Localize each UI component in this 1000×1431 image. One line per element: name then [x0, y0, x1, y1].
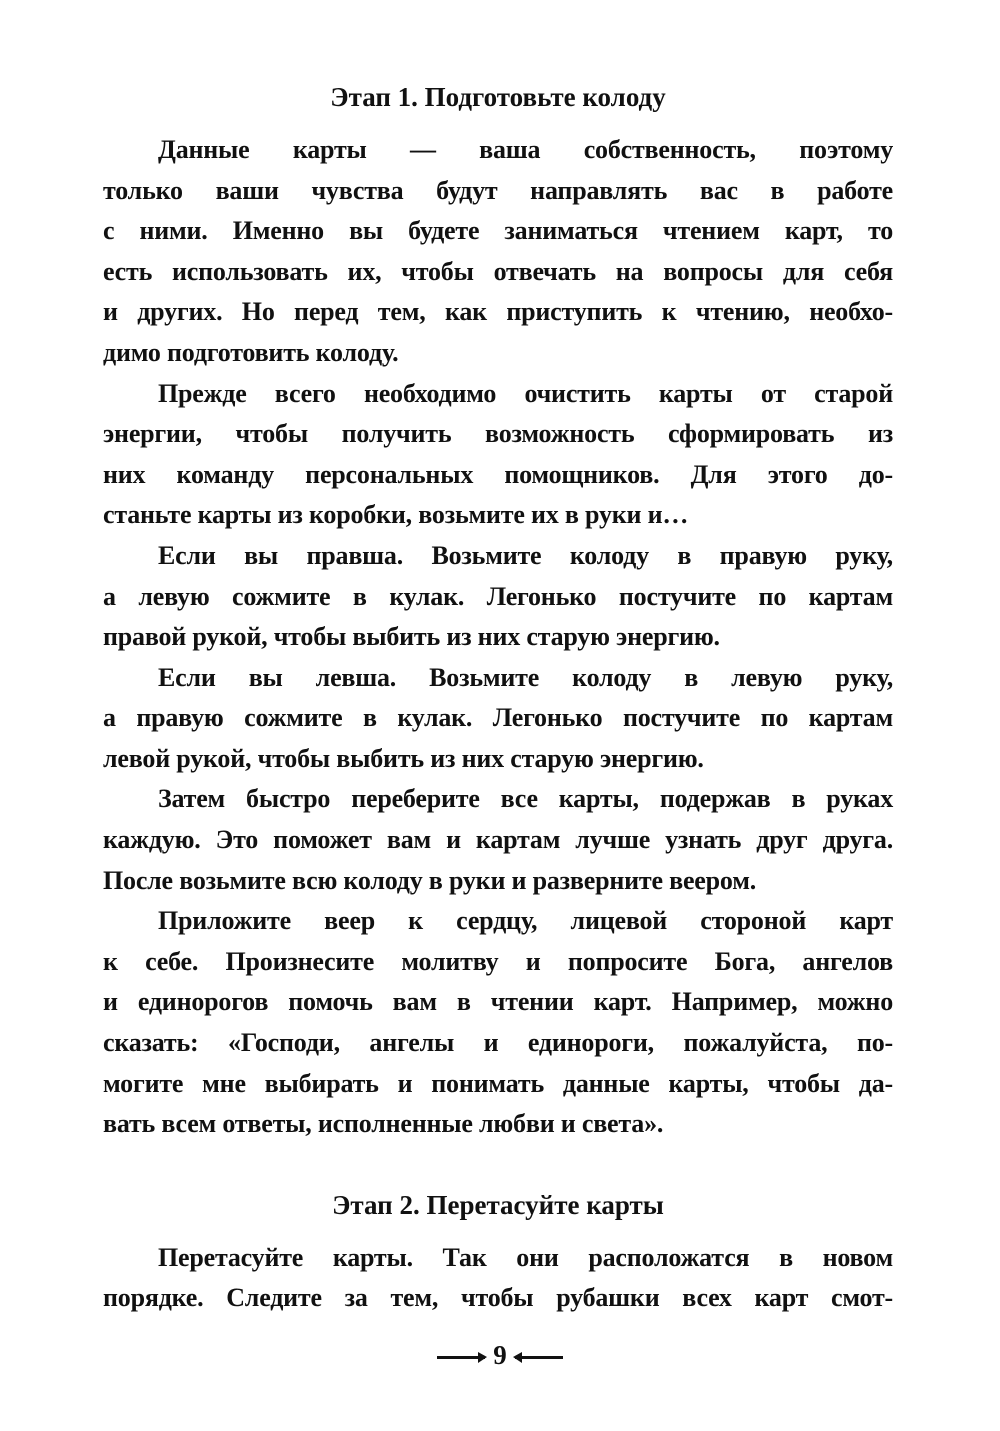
- paragraph: [103, 374, 893, 536]
- text-line: только ваши чувства будут направлять вас в работе: [103, 175, 893, 205]
- text-line: а левую сожмите в кулак. Легонько постучите по картам: [103, 581, 893, 611]
- arrow-ornament-right-icon: [515, 1356, 563, 1359]
- text-line: правой рукой, чтобы выбить из них старую энергию.: [103, 622, 720, 652]
- line-text: Возьмите колоду в левую руку,: [396, 662, 893, 692]
- text-line: а правую сожмите в кулак. Легонько постучите по картам: [103, 703, 893, 733]
- text-line: станьте карты из коробки, возьмите их в руки и…: [103, 500, 689, 530]
- text-line: с ними. Именно вы будете заниматься чтением карт, то: [103, 216, 893, 246]
- page-number: 9: [493, 1340, 507, 1370]
- text-line: каждую. Это поможет вам и картам лучше узнать друг друга.: [103, 825, 893, 855]
- paragraph: [103, 536, 893, 658]
- text-line: Затем быстро переберите все карты, подержав в руках: [158, 784, 893, 814]
- text-line: могите мне выбирать и понимать данные карты, чтобы да-: [103, 1068, 893, 1098]
- paragraph: [103, 1238, 893, 1319]
- text-line: После возьмите всю колоду в руки и разверните веером.: [103, 865, 757, 895]
- text-line: них команду персональных помощников. Для этого до-: [103, 459, 893, 489]
- bold-lead-in: Если вы левша.: [158, 662, 397, 692]
- text-line: Приложите веер к сердцу, лицевой стороной карт: [158, 906, 893, 936]
- text-line: димо подготовить колоду.: [103, 337, 399, 367]
- text-line: есть использовать их, чтобы отвечать на вопросы для себя: [103, 256, 893, 286]
- paragraph: [103, 658, 893, 780]
- section-heading: Этап 2. Перетасуйте карты: [332, 1189, 664, 1220]
- page-body: [103, 77, 893, 1319]
- paragraph: [103, 779, 893, 901]
- line-text: Возьмите колоду в правую руку,: [403, 540, 893, 570]
- text-line: [103, 658, 893, 699]
- text-line: сказать: «Господи, ангелы и единороги, пожалуйста, по-: [103, 1028, 893, 1058]
- text-line: Прежде всего необходимо очистить карты от старой: [158, 378, 893, 408]
- text-line: к себе. Произнесите молитву и попросите Бога, ангелов: [103, 946, 893, 976]
- paragraph: [103, 130, 893, 374]
- text-line: и других. Но перед тем, как приступить к чтению, необхо-: [103, 297, 893, 327]
- arrow-ornament-left-icon: [437, 1356, 485, 1359]
- text-line: [103, 536, 893, 577]
- text-line: левой рукой, чтобы выбить из них старую энергию.: [103, 743, 704, 773]
- text-line: вать всем ответы, исполненные любви и света».: [103, 1109, 664, 1139]
- text-line: Перетасуйте карты. Так они расположатся в новом: [158, 1242, 893, 1272]
- text-line: энергии, чтобы получить возможность сформировать из: [103, 419, 893, 449]
- bold-lead-in: Если вы правша.: [158, 540, 404, 570]
- paragraph: [103, 901, 893, 1145]
- page-number-footer: [0, 1340, 1000, 1371]
- text-line: порядке. Следите за тем, чтобы рубашки всех карт смот-: [103, 1283, 893, 1313]
- section-heading: Этап 1. Подготовьте колоду: [330, 82, 666, 112]
- text-line: Данные карты — ваша собственность, поэтому: [158, 134, 893, 164]
- text-line: и единорогов помочь вам в чтении карт. Например, можно: [103, 987, 893, 1017]
